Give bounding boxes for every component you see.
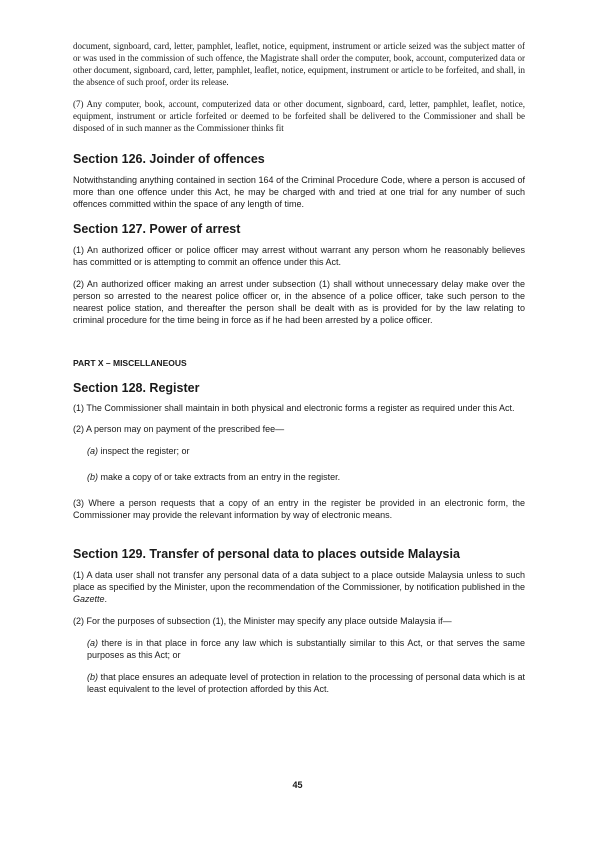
gazette-italic: Gazette	[73, 594, 105, 604]
section-128-item-a	[73, 445, 525, 457]
part-heading: PART X – MISCELLANEOUS	[73, 358, 187, 368]
section-126-heading: Section 126. Joinder of offences	[73, 152, 265, 166]
section-127-paragraph-1: (1) An authorized officer or police officer may arrest without warrant any person whom he reasonably believes has committed or is attempting to commit an offence under this Act.	[73, 245, 525, 267]
section-128-paragraph-2: (2) A person may on payment of the prescribed fee—	[73, 424, 285, 434]
section-129-heading: Section 129. Transfer of personal data to places outside Malaysia	[73, 547, 460, 561]
section-128-item-b	[73, 471, 525, 483]
paragraph-top-2: (7) Any computer, book, account, computerized data or other document, signboard, card, letter, pamphlet, leaflet, notice, equipment, instrument or article forfeited or deemed to be forfeited shall be delivered to the Commissioner and shall be disposed of in such manner as the Commissioner thinks fit	[73, 99, 525, 133]
s129-item-a-label: (a)	[87, 638, 98, 648]
page-number: 45	[292, 780, 303, 790]
section-127-heading: Section 127. Power of arrest	[73, 222, 241, 236]
section-128-paragraph-3: (3) Where a person requests that a copy of an entry in the register be provided in an electronic form, the Commissioner may provide the relevant information by way of electronic means.	[73, 498, 525, 520]
document-page	[73, 40, 525, 695]
s129-item-b-label: (b)	[87, 672, 98, 682]
item-b-text: make a copy of or take extracts from an entry in the register.	[98, 472, 341, 482]
item-a-text: inspect the register; or	[98, 446, 190, 456]
section-129-item-a	[73, 637, 525, 661]
item-b-label: (b)	[87, 472, 98, 482]
s129-item-a-text: there is in that place in force any law which is substantially similar to this Act, or that serves the same purposes as this Act; or	[87, 638, 525, 660]
section-129-p1-end: .	[104, 594, 108, 604]
paragraph-top-1: document, signboard, card, letter, pamphlet, leaflet, notice, equipment, instrument or article seized was the subject matter of or was used in the commission of such offence, the Magistrate shall order the computer, book, account, computerized data or other document, signboard, card, letter, pamphlet, leaflet, notice, equipment, instrument or article to be forfeited, and shall, in the absence of such proof, order its release.	[73, 41, 525, 87]
section-127-paragraph-2: (2) An authorized officer making an arrest under subsection (1) shall without unnecessary delay make over the person so arrested to the nearest police officer or, in the absence of a police officer, take such person to the nearest police station, and thereafter the person shall be dealt with as is provided for by the law relating to criminal procedure for the time being in force as if he had been arrested by a police officer.	[73, 279, 525, 325]
section-129-item-b	[73, 671, 525, 695]
section-128-paragraph-1: (1) The Commissioner shall maintain in both physical and electronic forms a register as required under this Act.	[73, 403, 515, 413]
s129-item-b-text: that place ensures an adequate level of protection in relation to the processing of personal data which is at least equivalent to the level of protection afforded by this Act.	[87, 672, 525, 694]
item-a-label: (a)	[87, 446, 98, 456]
section-129-paragraph-2: (2) For the purposes of subsection (1), the Minister may specify any place outside Malaysia if—	[73, 616, 452, 626]
section-129-paragraph-1	[73, 569, 525, 605]
section-128-heading: Section 128. Register	[73, 381, 200, 395]
section-129-p1-text: (1) A data user shall not transfer any personal data of a data subject to a place outside Malaysia unless to such place as specified by the Minister, upon the recommendation of the Commissioner, by notification published in the	[73, 570, 525, 592]
section-126-paragraph: Notwithstanding anything contained in section 164 of the Criminal Procedure Code, where a person is accused of more than one offence under this Act, he may be charged with and tried at one trial for any number of such offences committed within the space of any length of time.	[73, 175, 525, 209]
